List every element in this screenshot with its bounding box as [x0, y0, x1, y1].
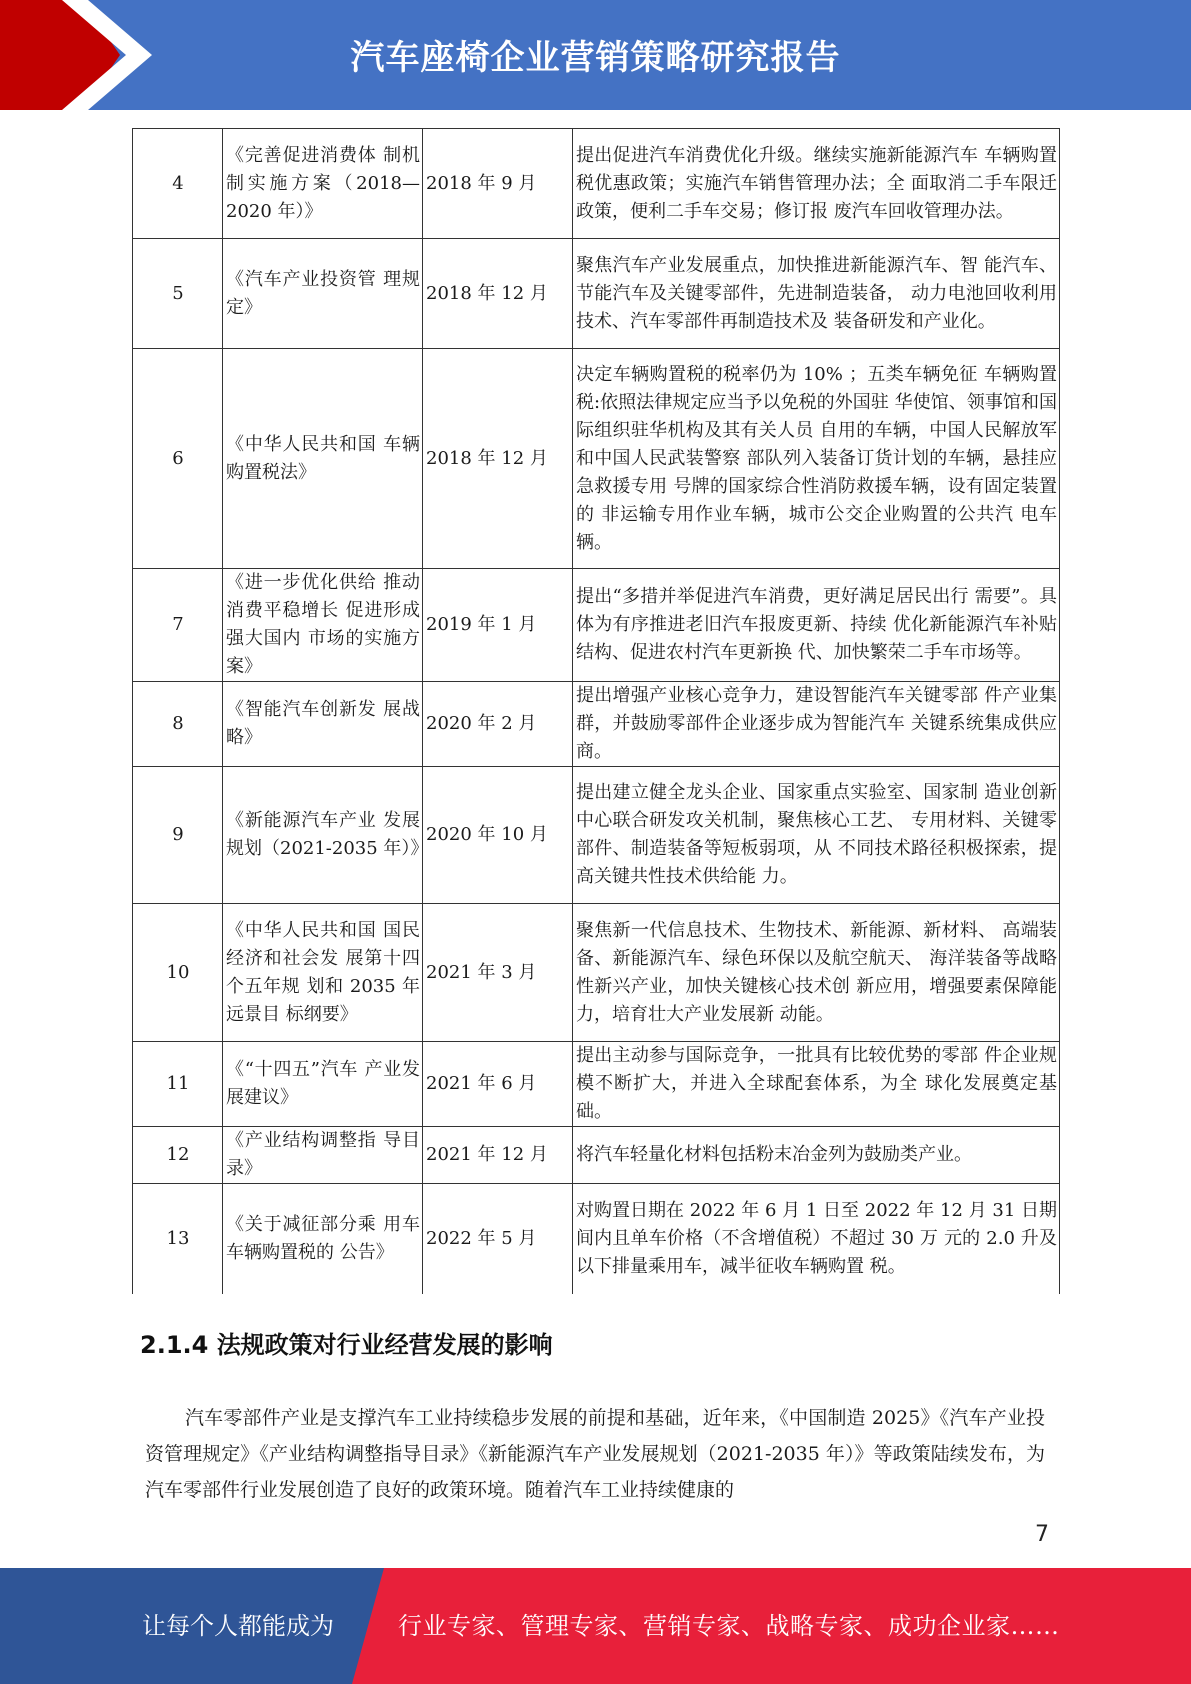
row-number: 7	[133, 569, 223, 682]
policy-content: 提出主动参与国际竞争，一批具有比较优势的零部 件企业规模不断扩大，并进入全球配套体系，为全 球化发展奠定基础。	[573, 1042, 1060, 1127]
row-number: 11	[133, 1042, 223, 1127]
policy-date: 2019 年 1 月	[423, 569, 573, 682]
policy-document: 《完善促进消费体 制机制实施方案（2018—2020 年）》	[223, 129, 423, 239]
table-row	[133, 239, 1060, 349]
row-number: 12	[133, 1127, 223, 1184]
page-footer	[0, 1568, 1191, 1684]
policy-content: 提出促进汽车消费优化升级。继续实施新能源汽车 车辆购置税优惠政策；实施汽车销售管理办法；全 面取消二手车限迁政策，便利二手车交易；修订报 废汽车回收管理办法。	[573, 129, 1060, 239]
policy-content: 聚焦汽车产业发展重点，加快推进新能源汽车、智 能汽车、节能汽车及关键零部件，先进制造装备， 动力电池回收利用技术、汽车零部件再制造技术及 装备研发和产业化。	[573, 239, 1060, 349]
row-number: 4	[133, 129, 223, 239]
policy-document: 《进一步优化供给 推动消费平稳增长 促进形成强大国内 市场的实施方案》	[223, 569, 423, 682]
table-row	[133, 349, 1060, 569]
policy-date: 2018 年 12 月	[423, 349, 573, 569]
policy-content: 将汽车轻量化材料包括粉末冶金列为鼓励类产业。	[573, 1127, 1060, 1184]
policy-table	[132, 128, 1060, 1294]
policy-document: 《新能源汽车产业 发展规划（2021-2035 年）》	[223, 767, 423, 904]
table-row	[133, 1042, 1060, 1127]
row-number: 10	[133, 904, 223, 1042]
table-row	[133, 129, 1060, 239]
policy-date: 2018 年 9 月	[423, 129, 573, 239]
page-header	[0, 0, 1191, 110]
policy-content: 提出增强产业核心竞争力，建设智能汽车关键零部 件产业集群，并鼓励零部件企业逐步成为智能汽车 关键系统集成供应商。	[573, 682, 1060, 767]
footer-slogan-left: 让每个人都能成为	[142, 1612, 334, 1640]
policy-content: 对购置日期在 2022 年 6 月 1 日至 2022 年 12 月 31 日期间内且单车价格（不含增值税）不超过 30 万 元的 2.0 升及以下排量乘用车，减半征收车辆购置 税。	[573, 1184, 1060, 1294]
row-number: 13	[133, 1184, 223, 1294]
policy-date: 2021 年 3 月	[423, 904, 573, 1042]
policy-document: 《中华人民共和国 车辆购置税法》	[223, 349, 423, 569]
page-number: 7	[1035, 1522, 1049, 1547]
body-paragraph: 汽车零部件产业是支撑汽车工业持续稳步发展的前提和基础，近年来，《中国制造 2025》《汽车产业投资管理规定》《产业结构调整指导目录》《新能源汽车产业发展规划（2021-2035 年）》等政策陆续发布，为汽车零部件行业发展创造了良好的政策环境。随着汽车工业持续健康的	[145, 1407, 1045, 1501]
policy-date: 2021 年 12 月	[423, 1127, 573, 1184]
table-row	[133, 1184, 1060, 1294]
policy-date: 2020 年 10 月	[423, 767, 573, 904]
row-number: 6	[133, 349, 223, 569]
policy-document: 《智能汽车创新发 展战略》	[223, 682, 423, 767]
row-number: 5	[133, 239, 223, 349]
table-row	[133, 682, 1060, 767]
policy-date: 2022 年 5 月	[423, 1184, 573, 1294]
row-number: 9	[133, 767, 223, 904]
policy-content: 提出“多措并举促进汽车消费，更好满足居民出行 需要”。具体为有序推进老旧汽车报废更新、持续 优化新能源汽车补贴结构、促进农村汽车更新换 代、加快繁荣二手车市场等。	[573, 569, 1060, 682]
section-heading: 2.1.4 法规政策对行业经营发展的影响	[140, 1331, 553, 1359]
policy-document: 《关于减征部分乘 用车车辆购置税的 公告》	[223, 1184, 423, 1294]
row-number: 8	[133, 682, 223, 767]
table-row	[133, 767, 1060, 904]
policy-document: 《产业结构调整指 导目录》	[223, 1127, 423, 1184]
policy-document: 《“十四五”汽车 产业发展建议》	[223, 1042, 423, 1127]
policy-content: 提出建立健全龙头企业、国家重点实验室、国家制 造业创新中心联合研发攻关机制，聚焦核心工艺、 专用材料、关键零部件、制造装备等短板弱项，从 不同技术路径积极探索，提高关键共性技术供给能 力。	[573, 767, 1060, 904]
policy-date: 2021 年 6 月	[423, 1042, 573, 1127]
report-title: 汽车座椅企业营销策略研究报告	[350, 38, 841, 78]
footer-slogan-right: 行业专家、管理专家、营销专家、战略专家、成功企业家……	[398, 1612, 1060, 1640]
table-row	[133, 1127, 1060, 1184]
policy-document: 《汽车产业投资管 理规定》	[223, 239, 423, 349]
policy-date: 2018 年 12 月	[423, 239, 573, 349]
policy-content: 决定车辆购置税的税率仍为 10% ；五类车辆免征 车辆购置税:依照法律规定应当予以免税的外国驻 华使馆、领事馆和国际组织驻华机构及其有关人员 自用的车辆，中国人民解放军和中国人民武装警察 部队列入装备订货计划的车辆，悬挂应急救援专用 号牌的国家综合性消防救援车辆，设有固定装置的 非运输专用作业车辆，城市公交企业购置的公共汽 电车辆。	[573, 349, 1060, 569]
policy-content: 聚焦新一代信息技术、生物技术、新能源、新材料、 高端装备、新能源汽车、绿色环保以及航空航天、 海洋装备等战略性新兴产业，加快关键核心技术创 新应用，增强要素保障能力，培育壮大产业发展新 动能。	[573, 904, 1060, 1042]
policy-date: 2020 年 2 月	[423, 682, 573, 767]
table-row	[133, 904, 1060, 1042]
policy-document: 《中华人民共和国 国民经济和社会发 展第十四个五年规 划和 2035 年远景目 标纲要》	[223, 904, 423, 1042]
table-row	[133, 569, 1060, 682]
